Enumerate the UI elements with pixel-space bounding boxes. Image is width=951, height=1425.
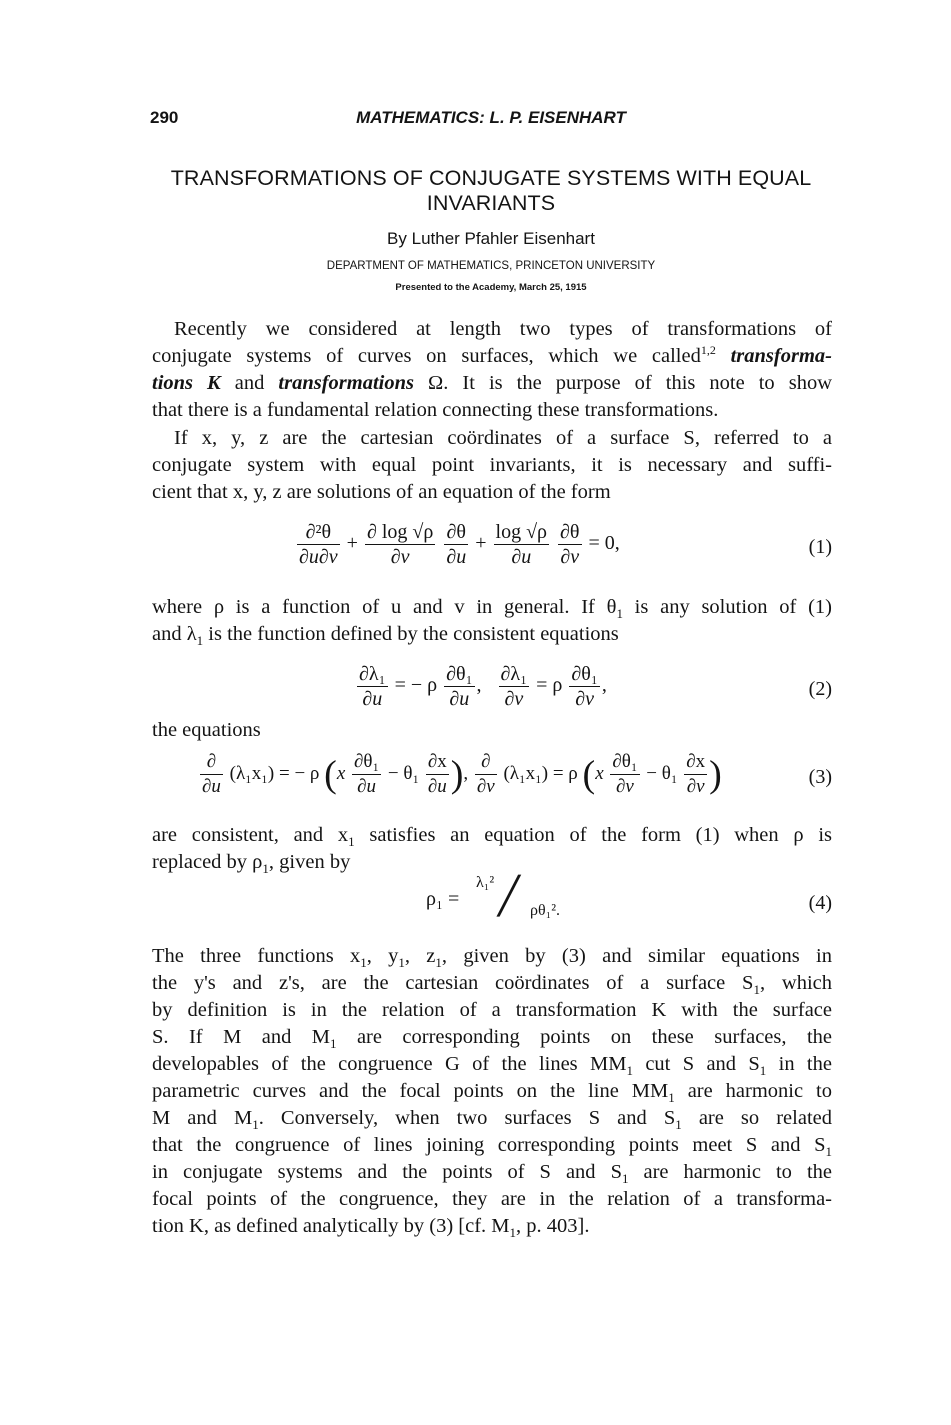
text-line: focal points of the congruence, they are in the relation of a transforma-	[152, 1188, 832, 1210]
fraction: $\frac{\text{∂λ₁}}{\partial u}$	[359, 663, 386, 710]
text-line: that the congruence of lines joining corresponding points meet S and $S_1$	[152, 1134, 832, 1160]
text-line: If x, y, z are the cartesian coördinates of a surface S, referred to a	[174, 427, 832, 449]
fraction: $\frac{\text{∂²θ}}{\partial u\partial v}$	[299, 521, 338, 568]
fraction: $\frac{\text{∂θ₁}}{\partial v}$	[612, 751, 638, 797]
equation-4-numerator: λ₁²	[476, 874, 495, 891]
fraction: $\frac{\partial}{\partial u}$	[202, 751, 221, 797]
text-line: tions K and transformations Ω. It is the purpose of this note to show	[152, 372, 832, 394]
text-line: that there is a fundamental relation connecting these transformations.	[152, 399, 719, 421]
text-line: Recently we considered at length two types of transformations of	[174, 318, 832, 340]
equation-4-denominator: ρθ₁².	[530, 902, 561, 919]
text-line: where ρ is a function of u and v in general. If $\theta_1$ is any solution of (1)	[152, 596, 832, 622]
author-byline: By Luther Pfahler Eisenhart	[387, 229, 595, 248]
text-line: by definition is in the relation of a transformation K with the surface	[152, 999, 832, 1021]
presented-note: Presented to the Academy, March 25, 1915	[395, 282, 587, 293]
text-line: replaced by $\rho_1$, given by	[152, 851, 351, 877]
text-line: are consistent, and $x_1$ satisfies an equation of the form (1) when ρ is	[152, 824, 832, 850]
text-line: cient that x, y, z are solutions of an equation of the form	[152, 481, 611, 503]
equation-2	[150, 662, 832, 722]
equation-1-body: $\frac{\text{∂²θ}}{\partial u\partial v}$ + $\frac{\partial \log √\rho}{\partial v}$ $\frac{\partial\theta}{\partial u}$ + $\frac{\log √\rho}{\partial u}$ $\frac{\partial\theta}{\partial v}$ = 0,	[299, 521, 620, 568]
fraction: $\frac{\partial \log √\rho}{\partial v}$	[366, 521, 434, 568]
paragraph-1	[152, 316, 832, 424]
equation-1	[150, 520, 832, 580]
fraction: $\frac{\partial\theta}{\partial u}$	[446, 521, 467, 568]
fraction: $\frac{\text{∂θ₁}}{\partial v}$	[571, 663, 598, 710]
text-line: developables of the congruence G of the lines $MM_1$ cut S and $S_1$ in the	[152, 1053, 832, 1079]
text-line: and $\lambda_1$ is the function defined by the consistent equations	[152, 623, 619, 649]
fraction: $\frac{\partial\theta}{\partial v}$	[560, 521, 580, 568]
paragraph-3	[152, 594, 832, 648]
text-line: tion K, as defined analytically by (3) [cf. $M_1$, p. 403].	[152, 1215, 590, 1241]
fraction: $\frac{\partial x}{\partial u}$	[427, 751, 447, 797]
article-title	[140, 166, 842, 216]
equation-2-body: $\frac{\text{∂λ₁}}{\partial u}$ = − ρ $\frac{\text{∂θ₁}}{\partial u}$ , $\frac{\text{∂λ₁}}{\partial v}$ = ρ $\frac{\text{∂θ₁}}{\partial v}$ ,	[359, 663, 607, 710]
equation-number: (1)	[808, 536, 832, 558]
paragraph-5	[152, 822, 832, 876]
footnote-ref: 1,2	[700, 343, 716, 358]
fraction: $\frac{\text{∂λ₁}}{\partial v}$	[500, 663, 528, 710]
text-line: M and $M_1$. Conversely, when two surfaces S and $S_1$ are so related	[152, 1107, 832, 1133]
equation-number: (4)	[808, 892, 832, 914]
page-number: 290	[150, 108, 179, 127]
affiliation: DEPARTMENT OF MATHEMATICS, PRINCETON UNIVERSITY	[326, 260, 656, 272]
title-line-1: TRANSFORMATIONS OF CONJUGATE SYSTEMS WITH EQUAL	[170, 166, 812, 190]
equation-3-body: $\frac{\partial}{\partial u}$ (λ₁x₁) = − ρ (x $\frac{\text{∂θ₁}}{\partial u}$ − θ₁ $\frac{\partial x}{\partial u}$ ), $\frac{\partial}{\partial v}$ (λ₁x₁) = ρ (x $\frac{\text{∂θ₁}}{\partial v}$ − θ₁ $\frac{\partial x}{\partial v}$ )	[202, 751, 722, 797]
text-line: the y's and z's, are the cartesian coördinates of a surface $S_1$, which	[152, 972, 832, 998]
fraction: $\frac{\partial}{\partial v}$	[476, 751, 495, 797]
equation-4	[150, 872, 832, 934]
paragraph-6	[152, 943, 832, 1240]
paragraph-2	[152, 425, 832, 506]
text-line: conjugate system with equal point invariants, it is necessary and suffi-	[152, 454, 832, 476]
equation-number: (3)	[808, 766, 832, 788]
text-line: S. If M and $M_1$ are corresponding points on these surfaces, the	[152, 1026, 832, 1052]
title-line-2: INVARIANTS	[426, 191, 556, 215]
fraction: $\frac{\text{∂θ₁}}{\partial u}$	[446, 663, 473, 710]
text-line: the equations	[152, 719, 261, 741]
fraction: $\frac{\log √\rho}{\partial u}$	[495, 521, 548, 568]
equation-3	[150, 750, 832, 812]
running-title: MATHEMATICS: L. P. EISENHART	[356, 108, 626, 127]
running-header	[150, 108, 832, 134]
equation-number: (2)	[808, 678, 832, 700]
text-line: in conjugate systems and the points of S and $S_1$ are harmonic to the	[152, 1161, 832, 1187]
text-line: The three functions $x_1$, $y_1$, $z_1$, given by (3) and similar equations in	[152, 945, 832, 971]
paragraph-4	[152, 717, 832, 744]
equation-4-lhs: ρ₁ =	[426, 888, 460, 910]
fraction: $\frac{\partial x}{\partial v}$	[686, 751, 706, 797]
fraction: $\frac{\text{∂θ₁}}{\partial u}$	[354, 751, 380, 797]
text-line: conjugate systems of curves on surfaces, which we called$^{1,2}$ transforma-	[152, 343, 832, 367]
text-line: parametric curves and the focal points on the line $MM_1$ are harmonic to	[152, 1080, 832, 1106]
slash-mark: ╱	[498, 876, 520, 916]
